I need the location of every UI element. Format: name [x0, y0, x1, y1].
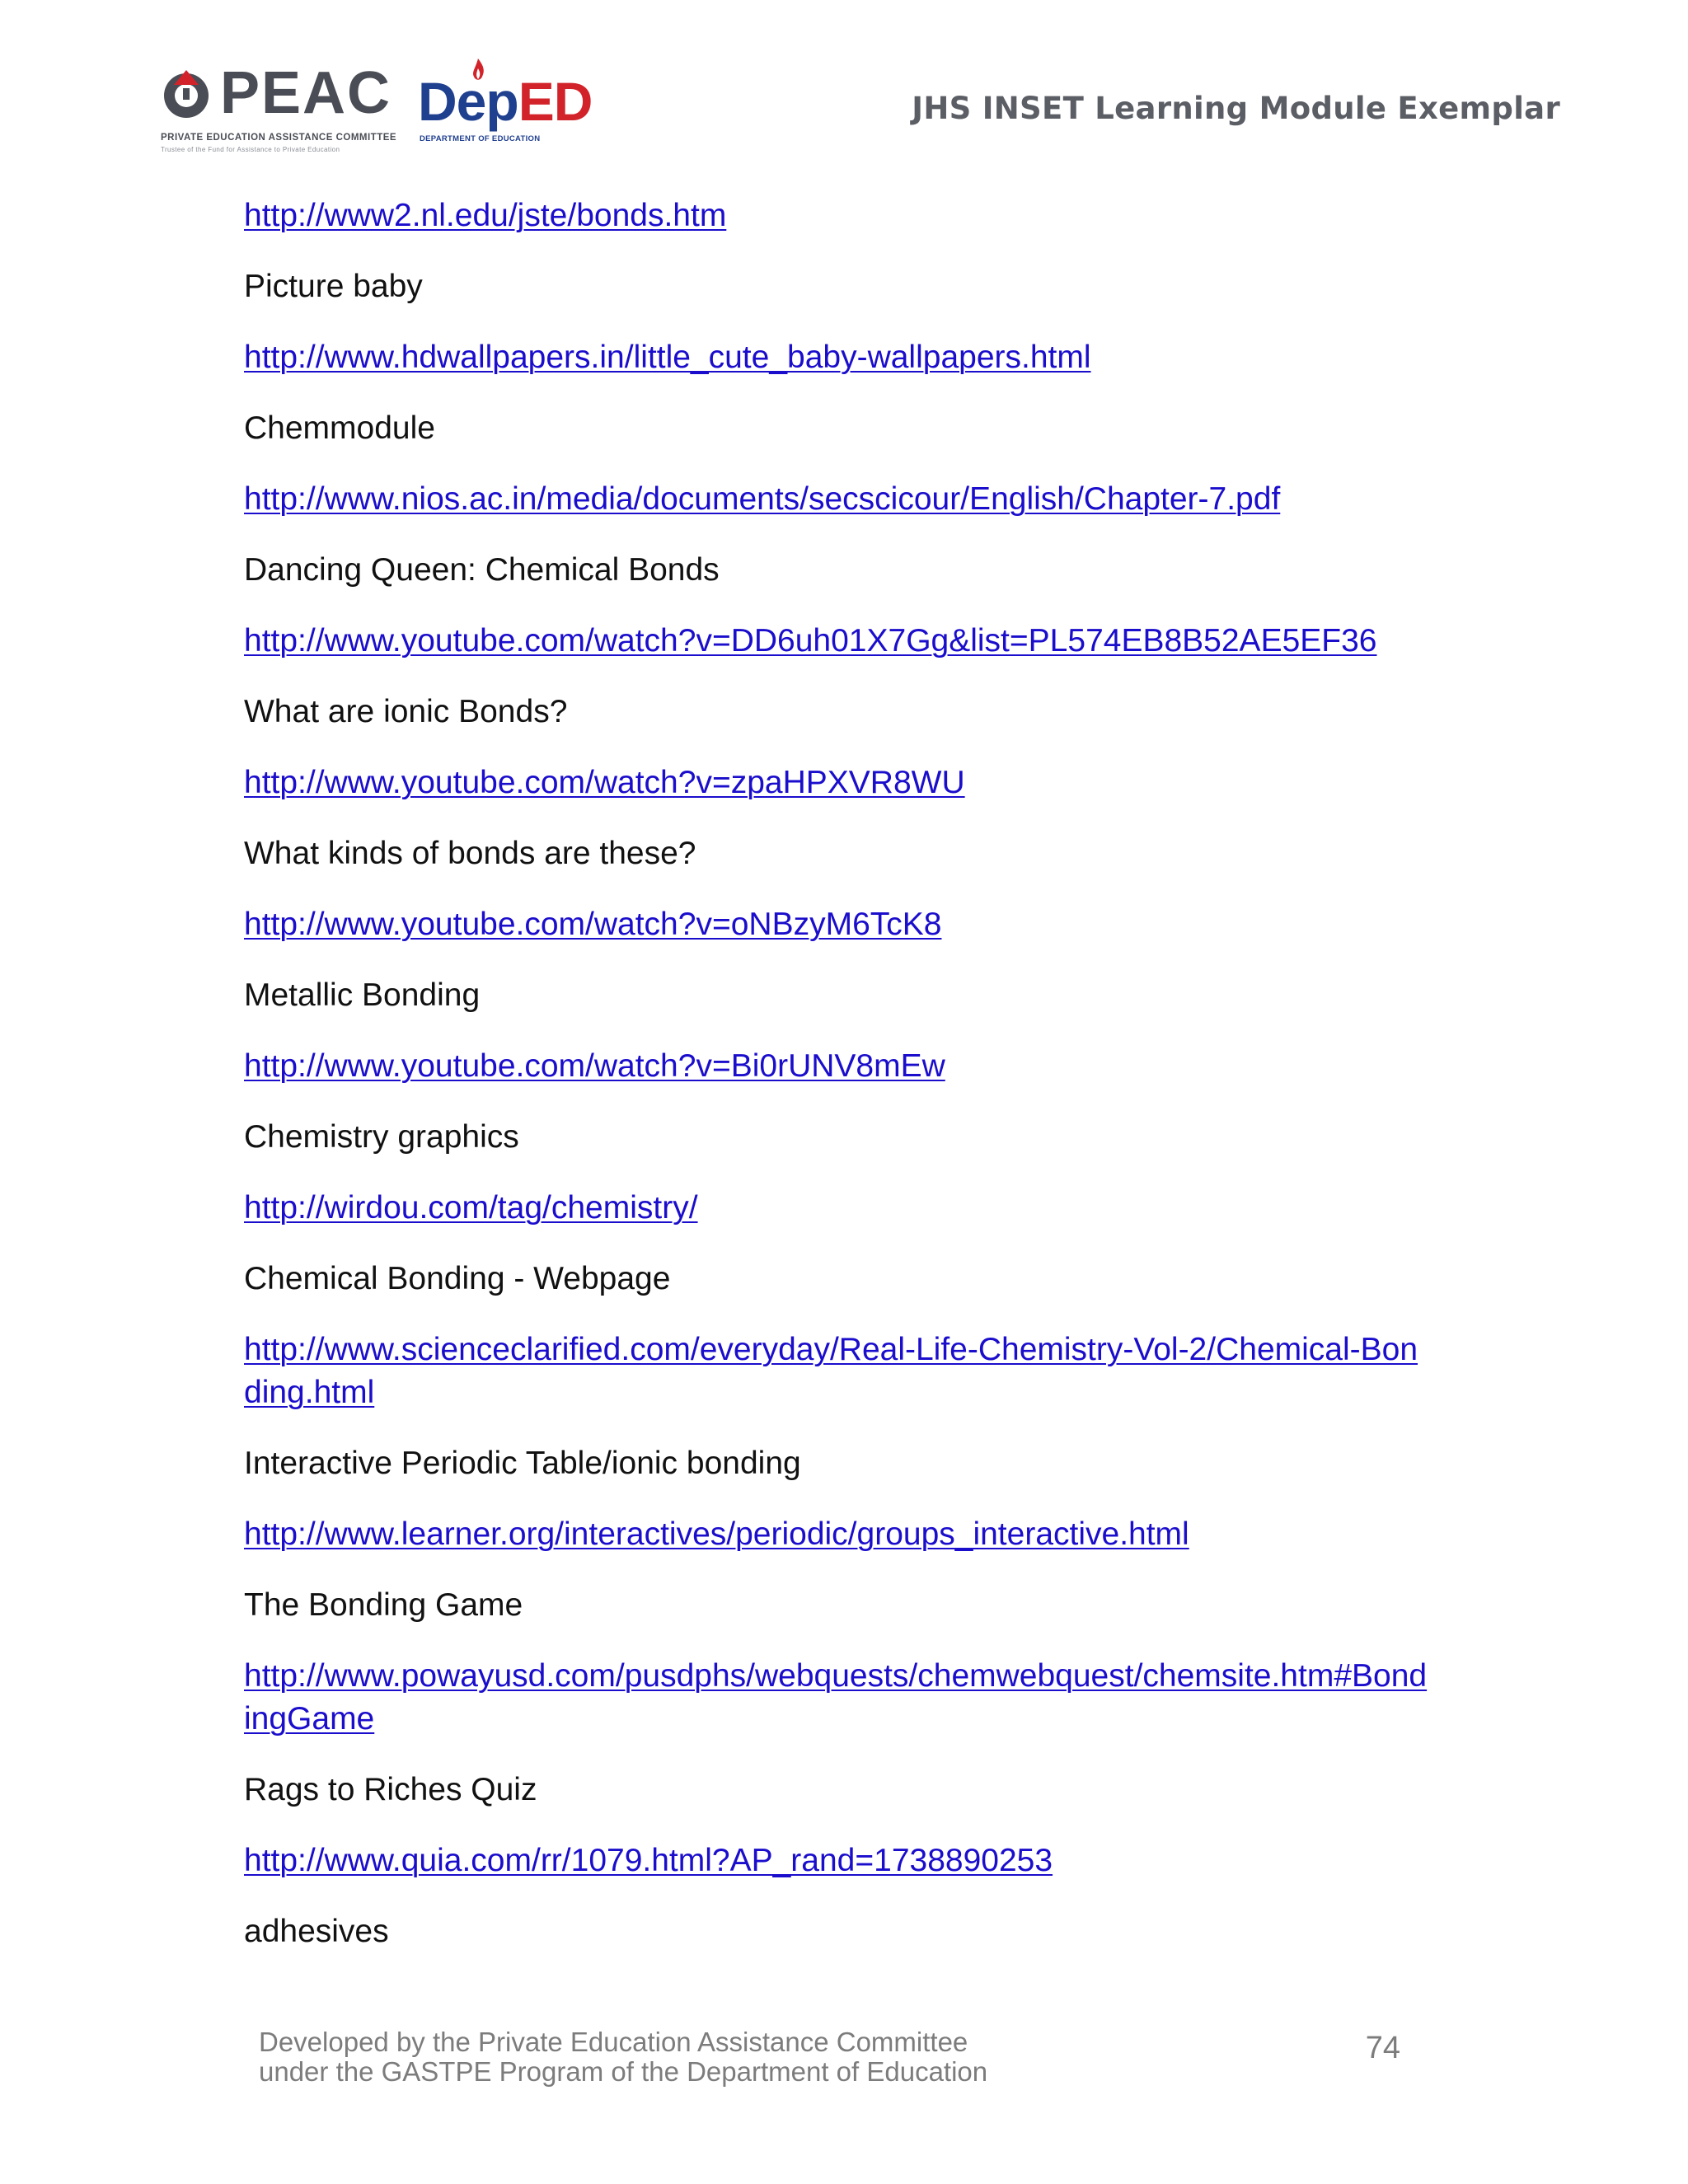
list-item [244, 691, 1431, 804]
page-number: 74 [1365, 2031, 1400, 2065]
list-item [244, 1116, 1431, 1230]
reference-label: Picture baby [244, 269, 423, 304]
deped-wordmark-ed: ED [518, 71, 593, 132]
footer-credit [259, 2027, 1429, 2087]
reference-label: Rags to Riches Quiz [244, 1772, 537, 1807]
footer-line-1: Developed by the Private Education Assistance Committee [259, 2027, 968, 2057]
reference-label: Chemmodule [244, 410, 435, 446]
list-item [244, 1584, 1431, 1741]
peac-emblem-icon [161, 68, 212, 120]
peac-tagline: Trustee of the Fund for Assistance to Private Education [161, 146, 340, 153]
list-item [244, 194, 1431, 237]
reference-link[interactable]: http://www.scienceclarified.com/everyday/Real-Life-Chemistry-Vol-2/Chemical-Bonding.html [244, 1332, 1418, 1410]
list-item [244, 832, 1431, 946]
list-item [244, 407, 1431, 521]
reference-label: Dancing Queen: Chemical Bonds [244, 552, 720, 588]
reference-label: The Bonding Game [244, 1587, 523, 1623]
references-list [244, 194, 1431, 1981]
reference-link[interactable]: http://www2.nl.edu/jste/bonds.htm [244, 198, 727, 233]
reference-label: Interactive Periodic Table/ionic bonding [244, 1446, 801, 1481]
deped-subtitle: DEPARTMENT OF EDUCATION [420, 134, 541, 143]
list-item [244, 974, 1431, 1088]
reference-link[interactable]: http://www.hdwallpapers.in/little_cute_baby-wallpapers.html [244, 340, 1091, 375]
reference-label: What kinds of bonds are these? [244, 836, 696, 871]
reference-link[interactable]: http://www.quia.com/rr/1079.html?AP_rand=1738890253 [244, 1843, 1053, 1878]
list-item [244, 1769, 1431, 1882]
peac-logo [161, 60, 397, 157]
list-item [244, 1910, 1431, 1953]
reference-link[interactable]: http://www.powayusd.com/pusdphs/webquests/chemwebquest/chemsite.htm#BondingGame [244, 1658, 1428, 1736]
reference-link[interactable]: http://www.youtube.com/watch?v=zpaHPXVR8WU [244, 765, 965, 800]
reference-label: Chemistry graphics [244, 1119, 519, 1155]
peac-subtitle: PRIVATE EDUCATION ASSISTANCE COMMITTEE [161, 133, 397, 143]
list-item [244, 1258, 1431, 1414]
peac-wordmark: PEAC [220, 60, 392, 126]
reference-link[interactable]: http://www.youtube.com/watch?v=oNBzyM6TcK8 [244, 907, 942, 942]
list-item [244, 265, 1431, 379]
reference-link[interactable]: http://www.learner.org/interactives/periodic/groups_interactive.html [244, 1516, 1189, 1552]
deped-wordmark-dep: Dep [418, 71, 518, 132]
reference-link[interactable]: http://www.youtube.com/watch?v=DD6uh01X7Gg&list=PL574EB8B52AE5EF36 [244, 623, 1377, 658]
footer-line-2: under the GASTPE Program of the Department of Education [259, 2056, 988, 2087]
reference-link[interactable]: http://www.nios.ac.in/media/documents/secscicour/English/Chapter-7.pdf [244, 481, 1281, 517]
reference-link[interactable]: http://www.youtube.com/watch?v=Bi0rUNV8mEw [244, 1048, 945, 1084]
resource-entries [244, 265, 1431, 1882]
reference-link[interactable]: http://wirdou.com/tag/chemistry/ [244, 1190, 698, 1226]
page-footer [259, 2027, 1429, 2102]
list-item [244, 1442, 1431, 1556]
deped-wordmark [418, 70, 592, 133]
module-title: JHS INSET Learning Module Exemplar [912, 91, 1560, 126]
deped-logo [418, 62, 593, 157]
reference-label: What are ionic Bonds? [244, 694, 568, 729]
page-header [161, 62, 1562, 161]
reference-label: Chemical Bonding - Webpage [244, 1261, 671, 1296]
list-item [244, 549, 1431, 663]
reference-label: adhesives [244, 1914, 389, 1949]
reference-label: Metallic Bonding [244, 977, 481, 1013]
